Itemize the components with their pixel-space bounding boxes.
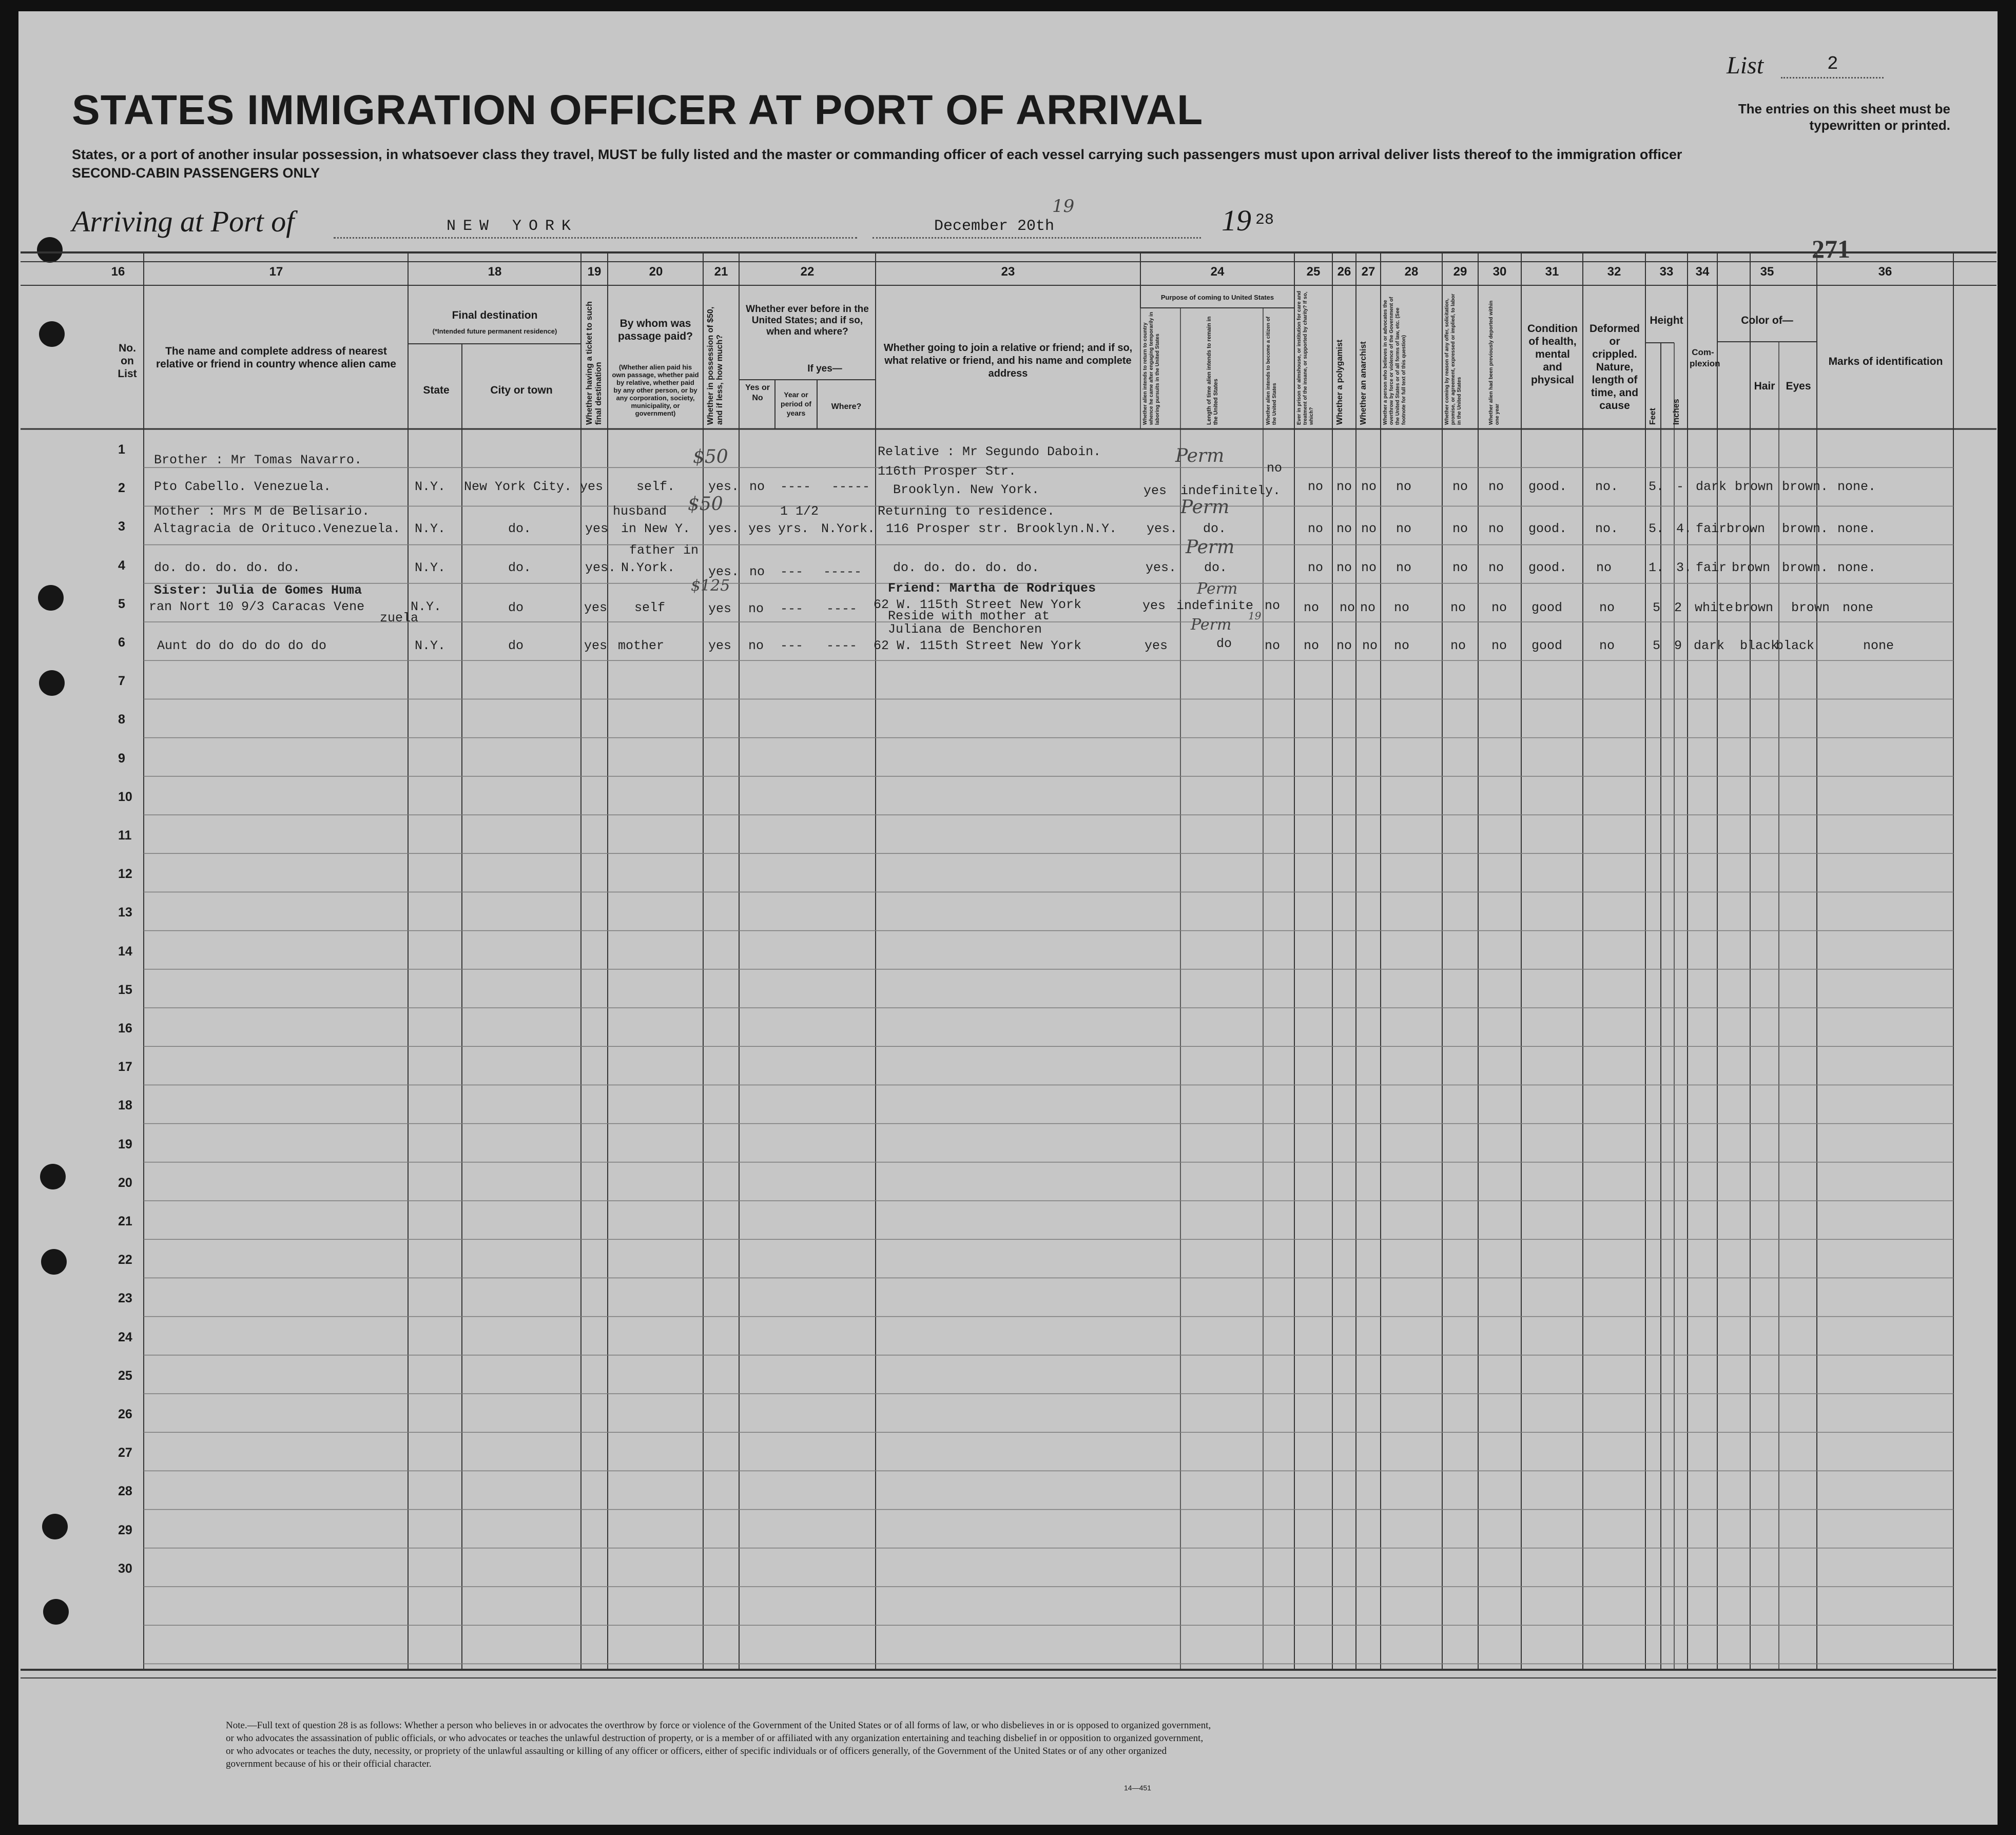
header-overthrow: Whether a person who believes in or advocates the overthrow by force or violence of the Government of the United States or of all forms of law, etc. (See footnote for full text of this question): [1383, 297, 1407, 425]
r2-before: yes: [748, 521, 772, 536]
r4-money: yes: [708, 601, 732, 616]
r4-city: do: [508, 600, 524, 615]
r1-hair: brown: [1735, 479, 1774, 494]
form-code: 14—451: [1124, 1784, 1151, 1792]
r3-money: yes.: [708, 564, 740, 579]
r3-marks: none.: [1837, 560, 1876, 575]
r3-feet: 1.: [1649, 560, 1664, 575]
r3-join: do. do. do. do. do.: [893, 560, 1040, 575]
column-number: 30: [1492, 265, 1507, 279]
header-year-period: Year or period of years: [781, 391, 811, 417]
column-number: 31: [1545, 265, 1559, 279]
r4-eyes: brown: [1791, 600, 1830, 615]
r4-join-l2: 62 W. 115th Street New York: [874, 597, 1082, 612]
r3-inches: 3.: [1676, 560, 1692, 575]
r3-c26: no: [1336, 560, 1352, 575]
r2-year-l2: yrs.: [778, 521, 809, 536]
column-number: 24: [1210, 265, 1225, 279]
r2-perm-handwritten: Perm: [1180, 497, 1230, 518]
r5-join-l3: 62 W. 115th Street New York: [874, 638, 1082, 653]
column-number: 16: [111, 265, 125, 279]
r1-join-l3: Brooklyn. New York.: [893, 482, 1040, 497]
r5-perm-handwritten: Perm: [1191, 616, 1232, 634]
r1-perm-handwritten: Perm: [1175, 445, 1225, 466]
column-number: 26: [1337, 265, 1351, 279]
passenger-class: SECOND-CABIN PASSENGERS ONLY: [72, 165, 320, 181]
r2-c28: no: [1396, 521, 1412, 536]
r4-relative-l3: zuela: [380, 611, 419, 626]
r1-money: yes.: [708, 479, 740, 494]
r5-ticket: yes: [584, 638, 608, 653]
r3-return: yes.: [1146, 560, 1177, 575]
r2-hair: brown: [1727, 521, 1766, 536]
column-number: 32: [1607, 265, 1621, 279]
r4-citizen: no: [1265, 598, 1281, 613]
header-passage-paid-note: (Whether alien paid his own passage, whether paid by relative, whether paid by any other person, or by any corporation, society, municipality, or government): [612, 363, 699, 417]
r5-return: yes: [1145, 638, 1168, 653]
column-number: 23: [1001, 265, 1015, 279]
r3-perm-handwritten: Perm: [1186, 537, 1235, 558]
r5-money: yes: [708, 638, 732, 653]
r2-c30: no: [1488, 521, 1504, 536]
header-anarchist: Whether an anarchist: [1359, 341, 1368, 425]
r1-relative-l1: Brother : Mr Tomas Navarro.: [154, 453, 362, 467]
header-final-destination: Final destination: [452, 309, 538, 321]
r4-where: ----: [826, 601, 858, 616]
r5-c27: no: [1362, 638, 1378, 653]
r1-c30: no: [1488, 479, 1504, 494]
r3-c27: no: [1361, 560, 1377, 575]
r2-paid-by-l2: in New Y.: [621, 521, 691, 536]
r3-paid-by-l2: N.York.: [621, 560, 675, 575]
r4-c28: no: [1394, 600, 1410, 615]
header-no-on-list: No. on List: [118, 342, 137, 380]
column-number: 27: [1361, 265, 1375, 279]
r2-c27: no: [1361, 521, 1377, 536]
r5-length: do: [1216, 636, 1232, 651]
r5-feet: 5: [1653, 638, 1661, 653]
column-number: 19: [587, 265, 602, 279]
r1-length: indefinitely.: [1180, 483, 1281, 498]
r2-inches: 4.: [1676, 521, 1692, 536]
r1-return: yes: [1143, 483, 1167, 498]
r5-city: do: [508, 638, 524, 653]
r1-health: good.: [1528, 479, 1567, 494]
r2-money: yes.: [708, 521, 740, 536]
r5-state: N.Y.: [415, 638, 446, 653]
column-number: 21: [714, 265, 728, 279]
page-stamp-number: 271: [1812, 235, 1850, 263]
r3-c25: no: [1308, 560, 1324, 575]
r3-paid-by-l1: father in: [629, 543, 699, 558]
r4-c29: no: [1450, 600, 1466, 615]
r3-c28: no: [1396, 560, 1412, 575]
r2-where: N.York.: [821, 521, 876, 536]
r3-city: do.: [508, 560, 532, 575]
r1-city: New York City.: [464, 479, 572, 494]
r4-relative-l2: ran Nort 10 9/3 Caracas Vene: [149, 599, 365, 614]
r4-perm-handwritten: Perm: [1197, 580, 1238, 598]
r4-before: no: [748, 601, 764, 616]
r3-eyes: brown.: [1782, 560, 1829, 575]
header-join-relative: Whether going to join a relative or friend; and if so, what relative or friend, and his name and complete address: [883, 342, 1133, 379]
column-number: 35: [1760, 265, 1774, 279]
header-labor-offer: Whether coming by reason of any offer, solicitation, promise, or agreement, expressed or implied, to labor in the United States: [1444, 294, 1462, 425]
header-if-yes: If yes—: [807, 363, 842, 374]
r2-health: good.: [1528, 521, 1567, 536]
r3-c30: no: [1488, 560, 1504, 575]
r4-relative-l1: Sister: Julia de Gomes Huma: [154, 583, 362, 598]
r5-paid-by: mother: [618, 638, 665, 653]
r2-join-l2: 116 Prosper str. Brooklyn.N.Y.: [886, 521, 1117, 536]
r2-feet: 5.: [1649, 521, 1664, 536]
page-subtitle: States, or a port of another insular possession, in whatsoever class they travel, MUST be fully listed and the master or commanding officer of each vessel carrying such passengers must upon arrival deliver lists thereof to the immigration officer: [72, 147, 1682, 162]
footnote: Note.—Full text of question 28 is as follows: Whether a person who believes in or advocates the overthrow by force or violence of the Government of the United States or of all forms of law, or who disbelieves in or is opposed to organized government, or who advocates the assassination of public officials, or who advocates or teaches the unlawful destruction of property, or is a member of or affiliated with any organization entertaining and teaching disbelief in or opposition to organized government, or who advocates or teaches the duty, necessity, or propriety of the unlawful assaulting or killing of any officer or officers, either of specific individuals or of officers generally, of the Government of the United States or of any other organized government because of his or their official character.: [226, 1720, 1211, 1769]
column-number: 36: [1878, 265, 1892, 279]
r3-c29: no: [1452, 560, 1468, 575]
r4-inches: 2: [1674, 600, 1682, 615]
r1-c28: no: [1396, 479, 1412, 494]
r4-c26: no: [1340, 600, 1355, 615]
list-label: List: [1727, 52, 1764, 79]
header-state: State: [423, 384, 450, 396]
r2-paid-by-l1: husband: [613, 504, 667, 519]
arriving-label: Arriving at Port of: [72, 205, 295, 238]
r5-join-l2: Juliana de Benchoren: [888, 622, 1042, 637]
r1-before: no: [749, 479, 765, 494]
arrival-year: 28: [1255, 211, 1274, 229]
header-inches: Inches: [1672, 399, 1681, 425]
r2-city: do.: [508, 521, 532, 536]
column-number: 29: [1453, 265, 1467, 279]
r1-relative-l2: Pto Cabello. Venezuela.: [154, 479, 332, 494]
r5-marks: none: [1863, 638, 1894, 653]
r1-where: -----: [831, 479, 870, 494]
r2-complexion: fair: [1696, 521, 1727, 536]
r1-join-l1: Relative : Mr Segundo Daboin.: [878, 444, 1101, 459]
header-passage-paid: By whom was passage paid?: [618, 318, 693, 342]
year-prefix: 19: [1222, 204, 1251, 237]
r4-c30: no: [1491, 600, 1507, 615]
r1-ticket: yes: [580, 479, 604, 494]
r5-deformed: no: [1599, 638, 1615, 653]
header-deformed: Deformed or crippled. Nature, length of time, and cause: [1589, 323, 1640, 412]
list-number: 2: [1827, 53, 1838, 74]
r1-c25: no: [1308, 479, 1324, 494]
header-become-citizen: Whether alien intends to become a citizen of the United States: [1266, 316, 1277, 425]
r1-money-handwritten: $50: [693, 446, 728, 467]
typewritten-note: The entries on this sheet must be typewritten or printed.: [1738, 101, 1950, 133]
r4-length: indefinite: [1176, 598, 1254, 613]
r1-inches: -: [1676, 479, 1684, 494]
r4-feet: 5: [1653, 600, 1661, 615]
r1-marks: none.: [1837, 479, 1876, 494]
header-height: Height: [1650, 315, 1683, 326]
column-number: 33: [1659, 265, 1674, 279]
r1-year: ----: [780, 479, 811, 494]
r1-paid-by: self.: [636, 479, 675, 494]
r5-year: ---: [780, 638, 804, 653]
handwritten-year-note: 19: [1052, 196, 1075, 217]
header-feet: Feet: [1649, 408, 1657, 425]
r2-marks: none.: [1837, 521, 1876, 536]
r4-health: good: [1532, 600, 1563, 615]
r2-money-handwritten: $50: [688, 494, 723, 515]
r2-length: do.: [1203, 521, 1227, 536]
r1-c26: no: [1336, 479, 1352, 494]
r1-join-l2: 116th Prosper Str.: [878, 464, 1017, 479]
column-number: 18: [488, 265, 502, 279]
r4-money-handwritten: $125: [691, 577, 730, 595]
r5-c30: no: [1491, 638, 1507, 653]
r4-hair: brown: [1735, 600, 1774, 615]
r5-c29: no: [1450, 638, 1466, 653]
r4-paid-by: self: [634, 600, 666, 615]
r1-state: N.Y.: [415, 479, 446, 494]
r5-c28: no: [1394, 638, 1410, 653]
r3-relative: do. do. do. do. do.: [154, 560, 301, 575]
r1-c29: no: [1452, 479, 1468, 494]
column-number: 34: [1695, 265, 1710, 279]
column-number: 25: [1306, 265, 1321, 279]
r2-join-l1: Returning to residence.: [878, 504, 1055, 519]
column-number: 28: [1404, 265, 1419, 279]
r5-citizen: no: [1265, 638, 1281, 653]
header-yes-or-no: Yes or No: [745, 383, 770, 402]
r2-eyes: brown.: [1782, 521, 1829, 536]
r5-before: no: [748, 638, 764, 653]
r4-c27: no: [1360, 600, 1376, 615]
page-title: STATES IMMIGRATION OFFICER AT PORT OF ARRIVAL: [72, 87, 1204, 133]
header-purpose: Purpose of coming to United States: [1160, 294, 1274, 301]
r3-length: do.: [1204, 560, 1228, 575]
header-complexion: Com- plexion: [1690, 347, 1720, 368]
r1-deformed: no.: [1595, 479, 1619, 494]
column-number: 17: [269, 265, 283, 279]
r5-relative: Aunt do do do do do do: [157, 638, 327, 653]
r3-where: -----: [823, 564, 862, 579]
r5-complexion: dark: [1694, 638, 1725, 653]
port-of-arrival: NEW YORK: [447, 218, 578, 235]
r3-hair: brown: [1732, 560, 1771, 575]
header-final-destination-note: (*Intended future permanent residence): [432, 327, 557, 335]
header-marks: Marks of identification: [1828, 356, 1943, 367]
header-before-in-us: Whether ever before in the United States; and if so, when and where?: [746, 304, 869, 337]
header-polygamist: Whether a polygamist: [1335, 339, 1344, 425]
r1-feet: 5.: [1649, 479, 1664, 494]
arrival-date: December 20th: [934, 218, 1055, 235]
r3-deformed: no: [1596, 560, 1612, 575]
r4-pencil-mark: 19: [1248, 610, 1262, 622]
header-health: Condition of health, mental and physical: [1527, 323, 1578, 386]
r4-ticket: yes: [584, 600, 608, 615]
r3-year: ---: [780, 564, 804, 579]
r4-c25: no: [1304, 600, 1320, 615]
r2-state: N.Y.: [415, 521, 446, 536]
column-number: 22: [800, 265, 815, 279]
r1-eyes: brown.: [1782, 479, 1829, 494]
r2-relative-l2: Altagracia de Orituco.Venezuela.: [154, 521, 401, 536]
header-eyes: Eyes: [1786, 380, 1811, 392]
r2-c29: no: [1452, 521, 1468, 536]
r1-c27: no: [1361, 479, 1377, 494]
r2-relative-l1: Mother : Mrs M de Belisario.: [154, 504, 370, 519]
r2-c26: no: [1336, 521, 1352, 536]
r1-citizen: no: [1267, 461, 1283, 476]
r4-join-l1: Friend: Martha de Rodriques: [888, 581, 1096, 596]
r5-hair: black: [1740, 638, 1779, 653]
r2-c25: no: [1308, 521, 1324, 536]
r2-year-l1: 1 1/2: [780, 504, 819, 519]
r5-c25: no: [1304, 638, 1320, 653]
r4-deformed: no: [1599, 600, 1615, 615]
r3-health: good.: [1528, 560, 1567, 575]
header-ticket: Whether having a ticket to such final destination: [585, 301, 603, 425]
header-city-or-town: City or town: [490, 384, 553, 396]
r4-marks: none: [1843, 600, 1874, 615]
r4-state: N.Y.: [411, 599, 442, 614]
header-where: Where?: [831, 402, 862, 411]
r5-where: ----: [826, 638, 858, 653]
header-deported: Whether alien had been previously deported within one year: [1488, 300, 1500, 425]
r5-join-l1: Reside with mother at: [888, 609, 1050, 623]
header-prison-charity: Ever in prison or almshouse, or institution for care and treatment of the insane, or supported by charity? If so, which?: [1296, 290, 1314, 425]
header-fifty-dollars: Whether in possession of $50, and if less, how much?: [706, 306, 724, 425]
r3-before: no: [749, 564, 765, 579]
r3-complexion: fair: [1696, 560, 1727, 575]
r4-complexion: white: [1695, 600, 1734, 615]
header-nearest-relative: The name and complete address of nearest relative or friend in country whence alien came: [156, 345, 396, 370]
r2-ticket: yes: [585, 521, 609, 536]
r4-return: yes: [1142, 598, 1166, 613]
r4-year: ---: [780, 601, 804, 616]
r5-inches: 9: [1674, 638, 1682, 653]
r5-eyes: black: [1776, 638, 1815, 653]
r5-health: good: [1532, 638, 1563, 653]
r3-ticket: yes.: [585, 560, 616, 575]
r5-c26: no: [1336, 638, 1352, 653]
header-color-of: Color of—: [1741, 315, 1793, 326]
column-number: 20: [649, 265, 663, 279]
r3-state: N.Y.: [415, 560, 446, 575]
header-length-of-stay: Length of time alien intends to remain in the United States: [1206, 316, 1219, 425]
r1-complexion: dark: [1696, 479, 1727, 494]
r2-deformed: no.: [1595, 521, 1619, 536]
r2-return: yes.: [1147, 521, 1178, 536]
header-return-country: Whether alien intends to return to country whence he came after engaging temporarily in laboring pursuits in the United States: [1142, 311, 1160, 425]
header-hair: Hair: [1754, 380, 1775, 392]
